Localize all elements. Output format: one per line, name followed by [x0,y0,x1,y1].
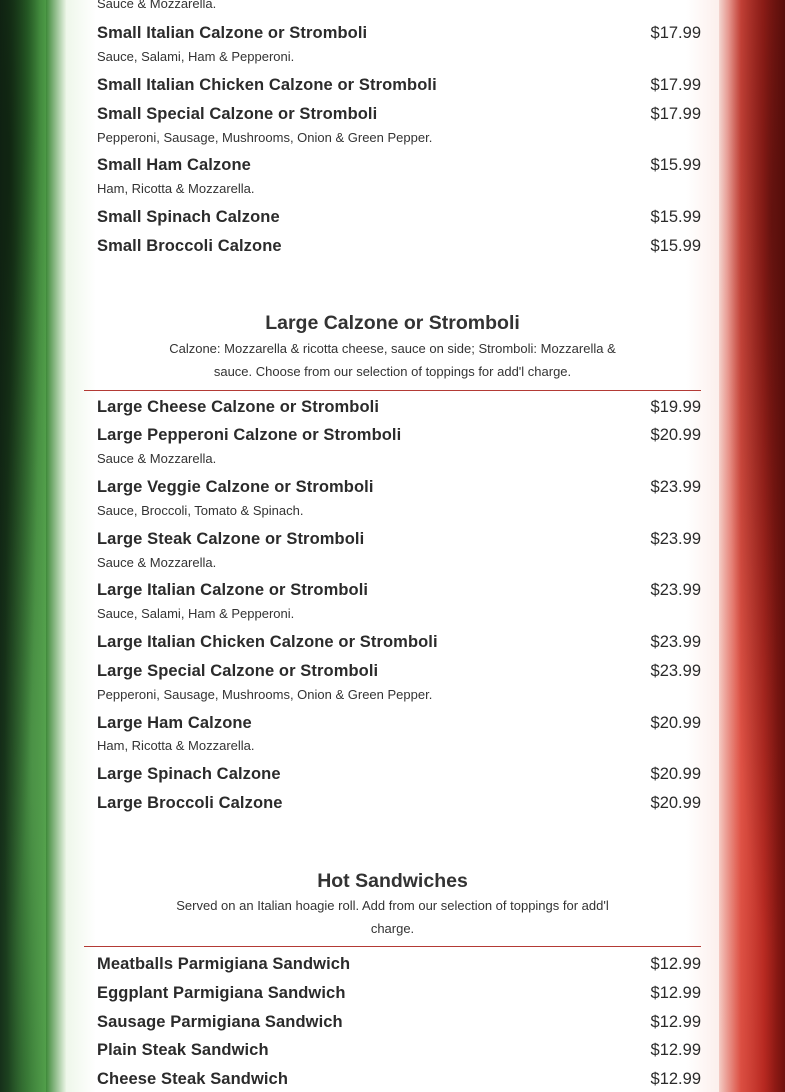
section-title: Large Calzone or Stromboli [265,312,520,334]
item-price: $20.99 [650,714,701,732]
item-description: Sauce & Mozzarella. [97,555,217,570]
item-name: Large Italian Calzone or Stromboli [97,581,369,599]
item-price: $12.99 [650,1013,701,1031]
menu-item[interactable] [97,237,701,259]
item-description: Ham, Ricotta & Mozzarella. [97,738,255,753]
item-name: Cheese Steak Sandwich [97,1070,289,1088]
background-red-band [719,0,785,1092]
item-name: Large Special Calzone or Stromboli [97,662,379,680]
menu-item[interactable] [97,156,701,178]
menu-item[interactable] [97,105,701,127]
item-price: $15.99 [650,208,701,226]
item-price: $23.99 [650,581,701,599]
item-price: $12.99 [650,1070,701,1088]
menu-item[interactable] [97,208,701,230]
item-price: $23.99 [650,633,701,651]
menu-item[interactable] [97,1041,701,1063]
item-name: Small Italian Chicken Calzone or Stromboli [97,76,437,94]
menu-item[interactable] [97,794,701,816]
item-price: $23.99 [650,530,701,548]
menu-item[interactable] [97,633,701,655]
item-price: $20.99 [650,765,701,783]
item-name: Small Ham Calzone [97,156,251,174]
menu-item[interactable] [97,530,701,552]
item-description: Sauce & Mozzarella. [97,451,217,466]
item-name: Small Broccoli Calzone [97,237,282,255]
item-name: Eggplant Parmigiana Sandwich [97,984,346,1002]
menu-item[interactable] [97,1013,701,1035]
section-description-line: sauce. Choose from our selection of toppings for add'l charge. [213,364,572,379]
section-divider [84,390,701,391]
section-description [160,894,625,940]
item-description: Pepperoni, Sausage, Mushrooms, Onion & Green Pepper. [97,687,433,702]
item-price: $20.99 [650,426,701,444]
item-price: $23.99 [650,662,701,680]
item-price: $12.99 [650,1041,701,1059]
item-description: Sauce, Salami, Ham & Pepperoni. [97,49,295,64]
item-name: Large Pepperoni Calzone or Stromboli [97,426,402,444]
item-price: $17.99 [650,24,701,42]
section-description-line: charge. [370,921,415,936]
item-name: Meatballs Parmigiana Sandwich [97,955,351,973]
item-price: $17.99 [650,76,701,94]
item-description: Ham, Ricotta & Mozzarella. [97,181,255,196]
section-divider [84,946,701,947]
menu-item[interactable] [97,765,701,787]
menu-item[interactable] [97,984,701,1006]
item-price: $20.99 [650,794,701,812]
item-description: Sauce, Salami, Ham & Pepperoni. [97,606,295,621]
item-description: Sauce, Broccoli, Tomato & Spinach. [97,503,304,518]
item-description: Pepperoni, Sausage, Mushrooms, Onion & Green Pepper. [97,130,433,145]
menu-item[interactable] [97,24,701,46]
item-name: Sausage Parmigiana Sandwich [97,1013,343,1031]
item-name: Large Italian Chicken Calzone or Stromboli [97,633,438,651]
item-name: Small Spinach Calzone [97,208,280,226]
menu-item[interactable] [97,955,701,977]
item-name: Large Broccoli Calzone [97,794,283,812]
item-name: Large Veggie Calzone or Stromboli [97,478,374,496]
menu-item[interactable] [97,714,701,736]
item-price: $17.99 [650,105,701,123]
section-description-line: Served on an Italian hoagie roll. Add from our selection of toppings for add'l [176,898,609,913]
section-description-line: Calzone: Mozzarella & ricotta cheese, sauce on side; Stromboli: Mozzarella & [169,341,616,356]
menu-item[interactable] [97,581,701,603]
section-title: Hot Sandwiches [317,870,468,892]
section-description [160,337,625,383]
menu-item[interactable] [97,426,701,448]
item-price: $23.99 [650,478,701,496]
item-name: Small Special Calzone or Stromboli [97,105,378,123]
menu-item[interactable] [97,1070,701,1092]
background-green-band [0,0,46,1092]
item-name: Plain Steak Sandwich [97,1041,269,1059]
item-price: $15.99 [650,237,701,255]
menu-item[interactable] [97,662,701,684]
item-name: Large Spinach Calzone [97,765,281,783]
item-name: Large Steak Calzone or Stromboli [97,530,365,548]
menu-item[interactable] [97,478,701,500]
item-name: Small Italian Calzone or Stromboli [97,24,368,42]
item-price: $15.99 [650,156,701,174]
menu-item[interactable] [97,398,701,420]
menu-item[interactable] [97,76,701,98]
item-price: $12.99 [650,984,701,1002]
item-name: Large Cheese Calzone or Stromboli [97,398,380,416]
item-price: $19.99 [650,398,701,416]
item-description: Sauce & Mozzarella. [97,0,217,11]
item-name: Large Ham Calzone [97,714,252,732]
item-price: $12.99 [650,955,701,973]
